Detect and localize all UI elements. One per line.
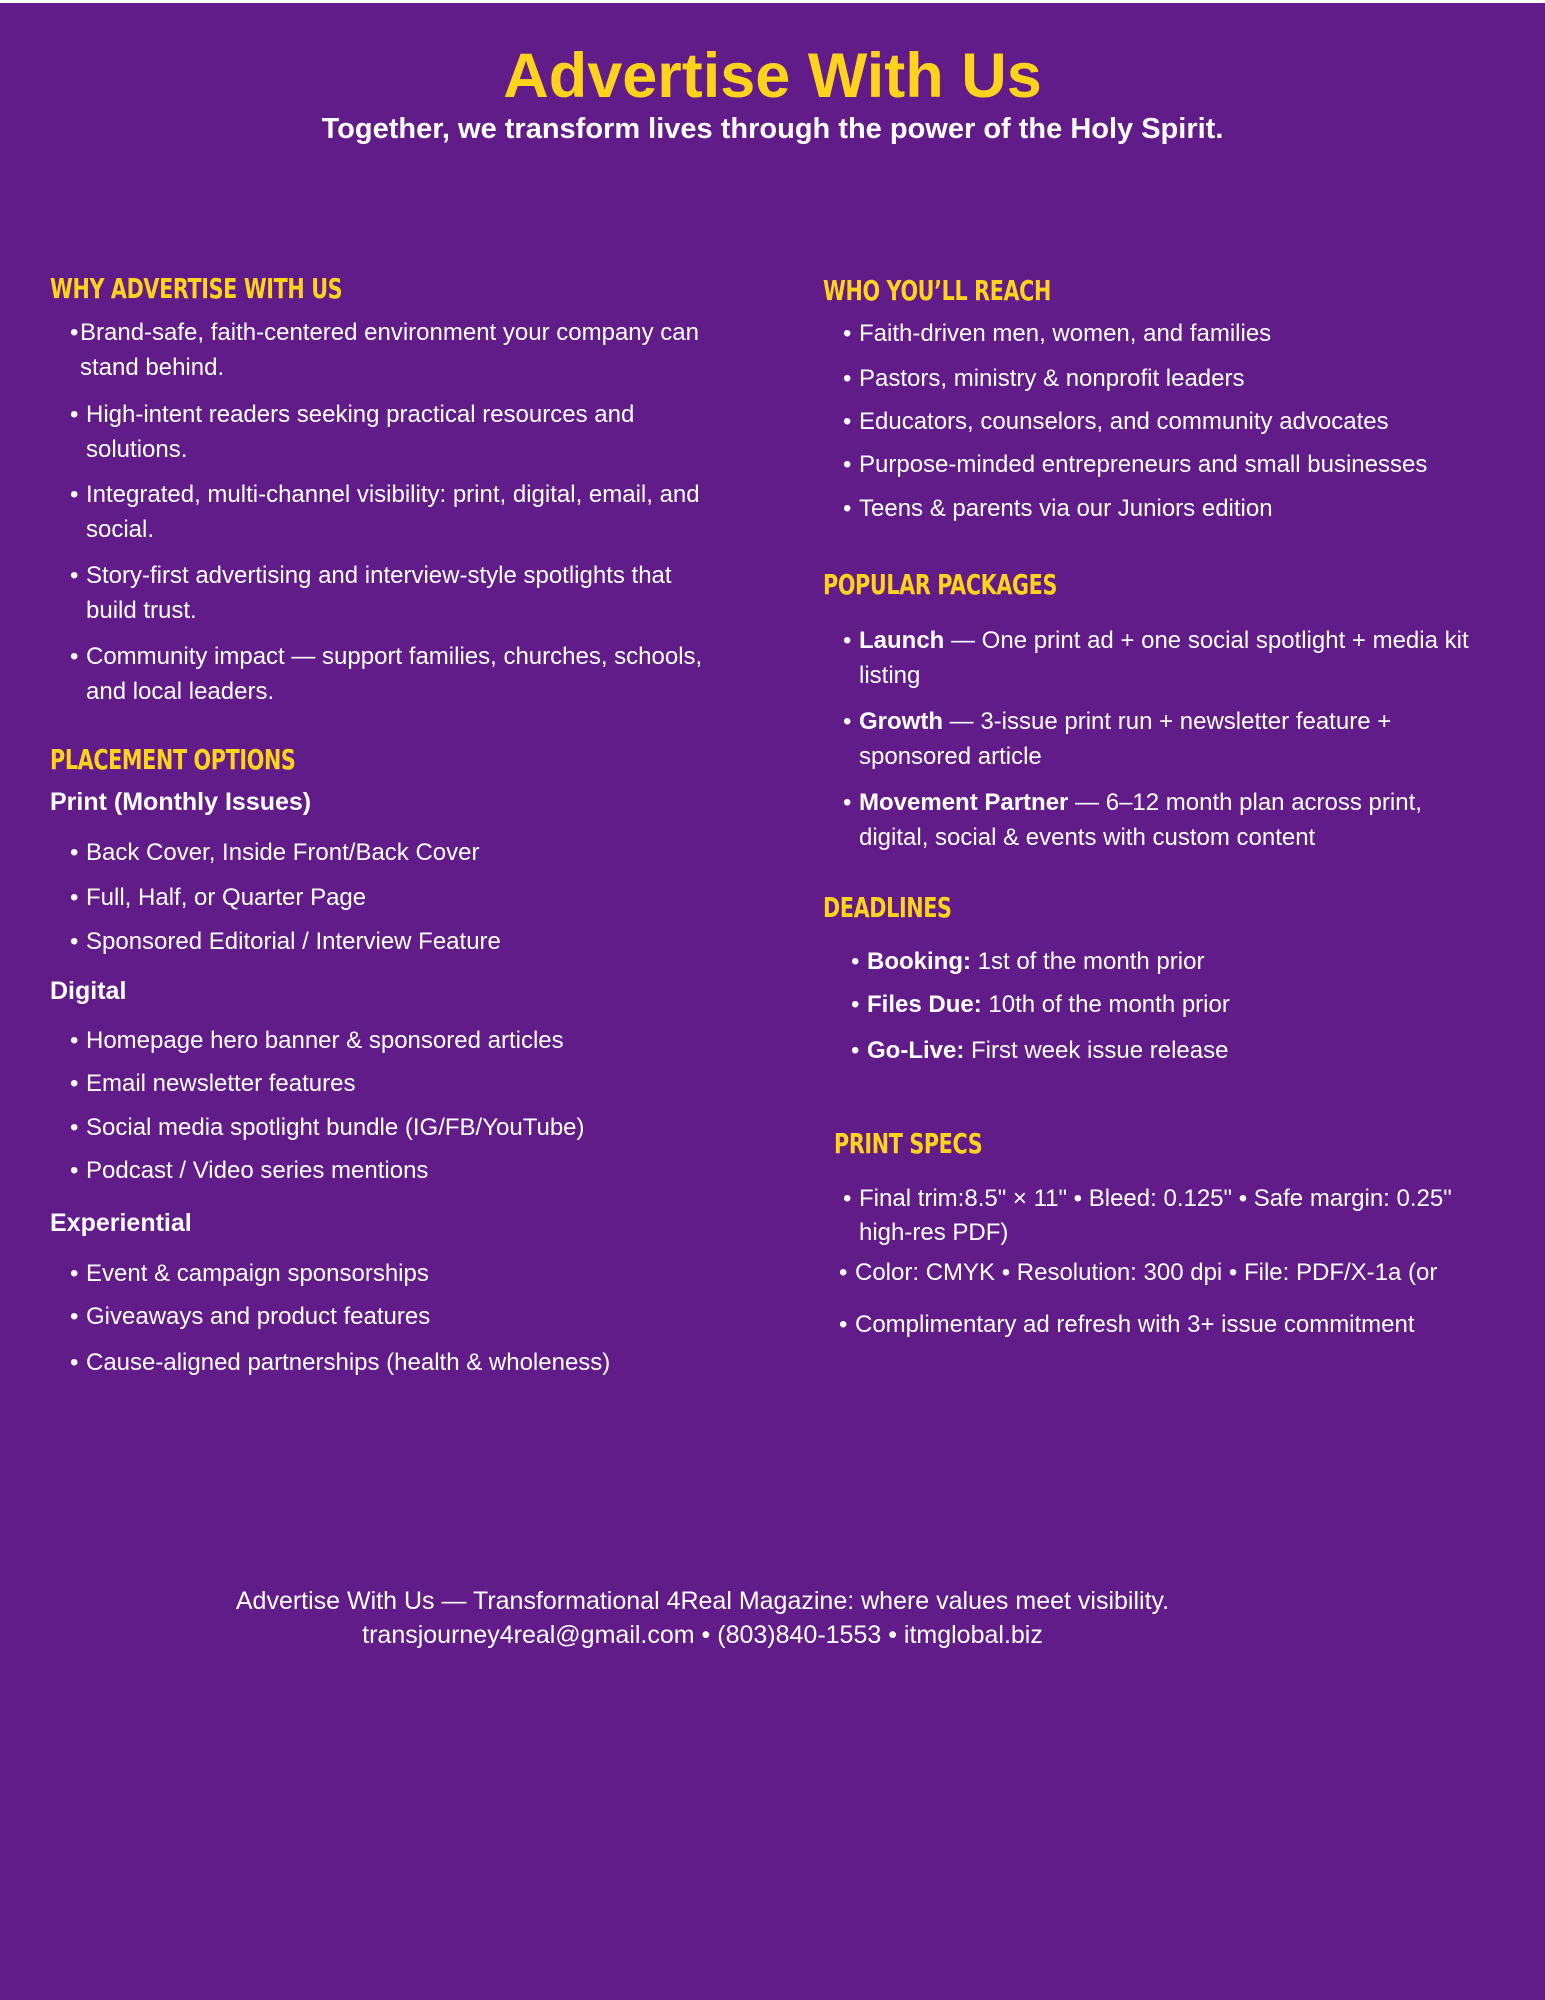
package-name: Launch: [859, 627, 945, 654]
digital-item: • Podcast / Video series mentions: [70, 1157, 429, 1184]
experiential-item: • Event & campaign sponsorships: [70, 1260, 429, 1287]
package-item: • Movement Partner — 6–12 month plan across print, digital, social & events with custom content: [843, 789, 1422, 851]
print-item: • Sponsored Editorial / Interview Feature: [70, 928, 501, 955]
spec-item: • Color: CMYK • Resolution: 300 dpi • File: PDF/X-1a (or: [839, 1259, 1438, 1286]
deadline-label: Booking:: [867, 948, 971, 975]
deadlines-heading: DEADLINES: [823, 891, 952, 924]
package-name: Growth: [859, 708, 943, 735]
deadline-label: Files Due:: [867, 991, 982, 1018]
page-title: Advertise With Us: [503, 41, 1042, 111]
package-name: Movement Partner: [859, 789, 1069, 816]
deadline-item: • Files Due: 10th of the month prior: [851, 991, 1230, 1018]
spec-item-continuation: high-res PDF): [859, 1219, 1009, 1246]
print-subheading: Print (Monthly Issues): [50, 788, 312, 816]
print-specs-heading: PRINT SPECS: [834, 1127, 983, 1160]
print-item: • Full, Half, or Quarter Page: [70, 884, 367, 911]
reach-item: • Pastors, ministry & nonprofit leaders: [843, 365, 1245, 392]
why-item: • Community impact — support families, churches, schools, and local leaders.: [70, 643, 703, 705]
package-description: — 3-issue print run + newsletter feature + sponsored article: [859, 708, 1392, 770]
footer-contact: transjourney4real@gmail.com • (803)840-1553 • itmglobal.biz: [362, 1621, 1043, 1649]
digital-subheading: Digital: [50, 977, 127, 1005]
package-description: — 6–12 month plan across print, digital, social & events with custom content: [859, 789, 1422, 851]
page-subtitle: Together, we transform lives through the power of the Holy Spirit.: [321, 113, 1224, 145]
placement-heading: PLACEMENT OPTIONS: [50, 743, 296, 776]
deadline-value: First week issue release: [964, 1037, 1229, 1064]
deadline-value: 1st of the month prior: [970, 948, 1205, 975]
spec-item: • Final trim:8.5" × 11" • Bleed: 0.125" • Safe margin: 0.25": [843, 1185, 1452, 1212]
package-item: • Growth — 3-issue print run + newsletter feature + sponsored article: [843, 708, 1392, 770]
experiential-subheading: Experiential: [50, 1209, 192, 1237]
deadline-value: 10th of the month prior: [981, 991, 1230, 1018]
why-item: • High-intent readers seeking practical resources and solutions.: [70, 401, 635, 463]
reach-item: • Faith-driven men, women, and families: [843, 320, 1272, 347]
reach-heading: WHO YOU’LL REACH: [823, 274, 1051, 307]
reach-item: • Educators, counselors, and community advocates: [843, 408, 1389, 435]
deadline-label: Go-Live:: [867, 1037, 965, 1064]
reach-item: • Purpose-minded entrepreneurs and small businesses: [843, 451, 1428, 478]
experiential-item: • Giveaways and product features: [70, 1303, 431, 1330]
spec-item: • Complimentary ad refresh with 3+ issue commitment: [839, 1311, 1415, 1338]
footer-tagline: Advertise With Us — Transformational 4Real Magazine: where values meet visibility.: [235, 1587, 1170, 1615]
why-item: • Story-first advertising and interview-style spotlights that build trust.: [70, 562, 672, 624]
digital-item: • Homepage hero banner & sponsored articles: [70, 1027, 564, 1054]
experiential-item: • Cause-aligned partnerships (health & wholeness): [70, 1349, 611, 1376]
package-description: — One print ad + one social spotlight + media kit listing: [859, 627, 1469, 689]
why-heading: WHY ADVERTISE WITH US: [50, 272, 343, 305]
print-item: • Back Cover, Inside Front/Back Cover: [70, 839, 480, 866]
deadline-item: • Booking: 1st of the month prior: [851, 948, 1205, 975]
why-item: • Brand-safe, faith-centered environment your company can stand behind.: [70, 319, 699, 381]
why-item: • Integrated, multi-channel visibility: print, digital, email, and social.: [70, 481, 700, 543]
digital-item: • Email newsletter features: [70, 1070, 356, 1097]
deadline-item: • Go-Live: First week issue release: [851, 1037, 1229, 1064]
top-border-line: [0, 0, 1545, 3]
digital-item: • Social media spotlight bundle (IG/FB/YouTube): [70, 1114, 585, 1141]
package-item: • Launch — One print ad + one social spotlight + media kit listing: [843, 627, 1469, 689]
reach-item: • Teens & parents via our Juniors edition: [843, 495, 1273, 522]
packages-heading: POPULAR PACKAGES: [823, 568, 1058, 601]
